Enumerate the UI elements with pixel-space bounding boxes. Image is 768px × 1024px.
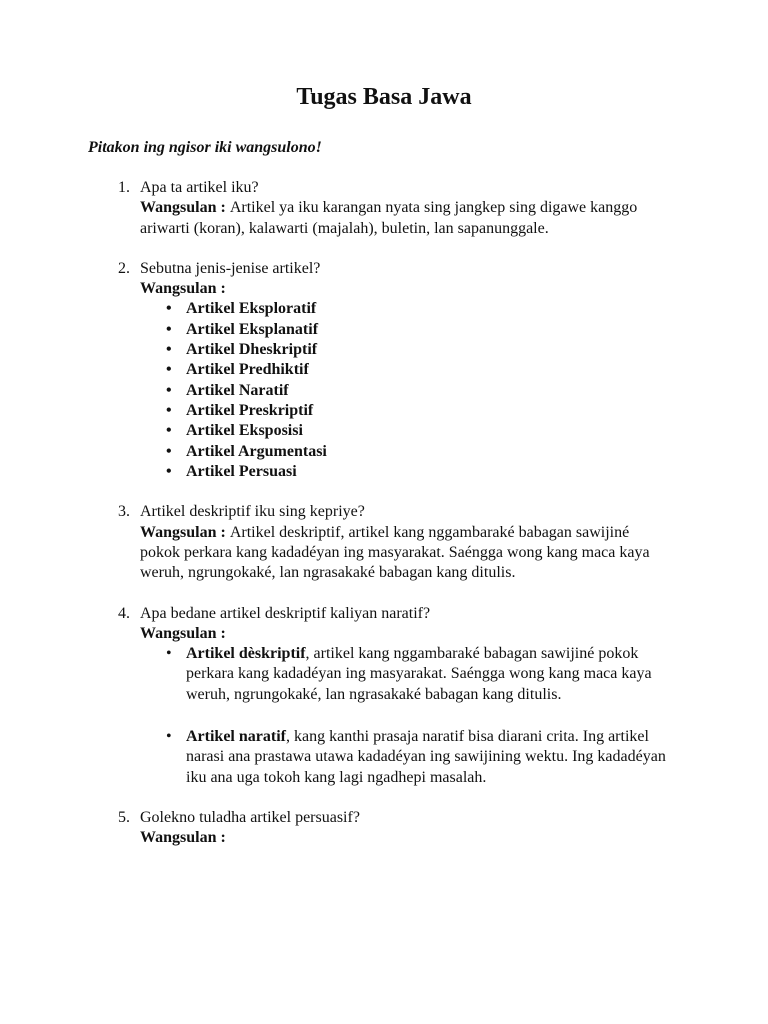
question-item-5 — [88, 808, 720, 849]
instruction-line: Pitakon ing ngisor iki wangsulono! — [88, 138, 322, 156]
answer-paragraph — [140, 279, 664, 299]
question-text: Golekno tuladha artikel persuasif? — [140, 809, 360, 827]
question-number: 4. — [118, 604, 130, 622]
question-number: 5. — [118, 809, 130, 827]
article-type-item: • Artikel Persuasi — [140, 462, 720, 482]
answer-paragraph — [140, 624, 664, 644]
answer-label: Wangsulan : — [140, 624, 226, 642]
answer-label: Wangsulan : — [140, 199, 226, 217]
answer-label: Wangsulan : — [140, 829, 226, 847]
answer-paragraph — [140, 198, 664, 239]
article-type-item: • Artikel Eksplanatif — [140, 320, 720, 340]
question-text: Apa bedane artikel deskriptif kaliyan naratif? — [140, 604, 431, 622]
answer-paragraph — [140, 523, 664, 584]
comparison-definition: , artikel kang nggambaraké babagan sawijiné pokok perkara kang kadadéyan ing masyarakat. Saéngga wong kang maca kaya weruh, ngrungokaké, lan ngrasakaké babagan kang ditulis. — [186, 645, 652, 703]
comparison-term: Artikel dèskriptif — [186, 645, 306, 663]
article-type-item: • Artikel Predhiktif — [140, 360, 720, 380]
article-type-item: • Artikel Naratif — [140, 381, 720, 401]
question-item-3 — [88, 502, 720, 583]
question-number: 2. — [118, 259, 130, 277]
article-type-item: • Artikel Eksploratif — [140, 299, 720, 319]
comparison-definition: , kang kanthi prasaja naratif bisa diarani crita. Ing artikel narasi ana prastawa utawa kadadéyan ing sawijining wektu. Ing kadadéyan iku ana uga tokoh kang lagi ngadhepi masalah. — [186, 728, 666, 786]
comparison-item — [140, 727, 672, 788]
question-list — [88, 178, 720, 849]
question-number: 1. — [118, 178, 130, 196]
article-type-item: • Artikel Preskriptif — [140, 401, 720, 421]
question-item-1 — [88, 178, 720, 239]
article-type-list — [140, 299, 720, 482]
answer-label: Wangsulan : — [140, 280, 226, 298]
comparison-term: Artikel naratif — [186, 728, 286, 746]
answer-paragraph — [140, 828, 664, 848]
question-text: Apa ta artikel iku? — [140, 178, 259, 196]
answer-label: Wangsulan : — [140, 523, 226, 541]
document-title: Tugas Basa Jawa — [296, 84, 472, 110]
article-type-item: • Artikel Dheskriptif — [140, 340, 720, 360]
answer-text: Artikel ya iku karangan nyata sing jangkep sing digawe kanggo ariwarti (koran), kalawarti (majalah), buletin, lan sapanunggale. — [140, 199, 638, 237]
question-item-2 — [88, 259, 720, 482]
question-text: Sebutna jenis-jenise artikel? — [140, 259, 321, 277]
answer-text: Artikel deskriptif, artikel kang nggambaraké babagan sawijiné pokok perkara kang kadadéyan ing masyarakat. Saéngga wong kang maca kaya weruh, ngrungokaké, lan ngrasakaké babagan kang ditulis. — [140, 523, 650, 582]
question-text: Artikel deskriptif iku sing kepriye? — [140, 503, 365, 521]
comparison-item — [140, 644, 672, 705]
question-item-4 — [88, 604, 720, 789]
question-number: 3. — [118, 503, 130, 521]
comparison-list — [140, 644, 720, 788]
article-type-item: • Artikel Eksposisi — [140, 421, 720, 441]
article-type-item: • Artikel Argumentasi — [140, 442, 720, 462]
